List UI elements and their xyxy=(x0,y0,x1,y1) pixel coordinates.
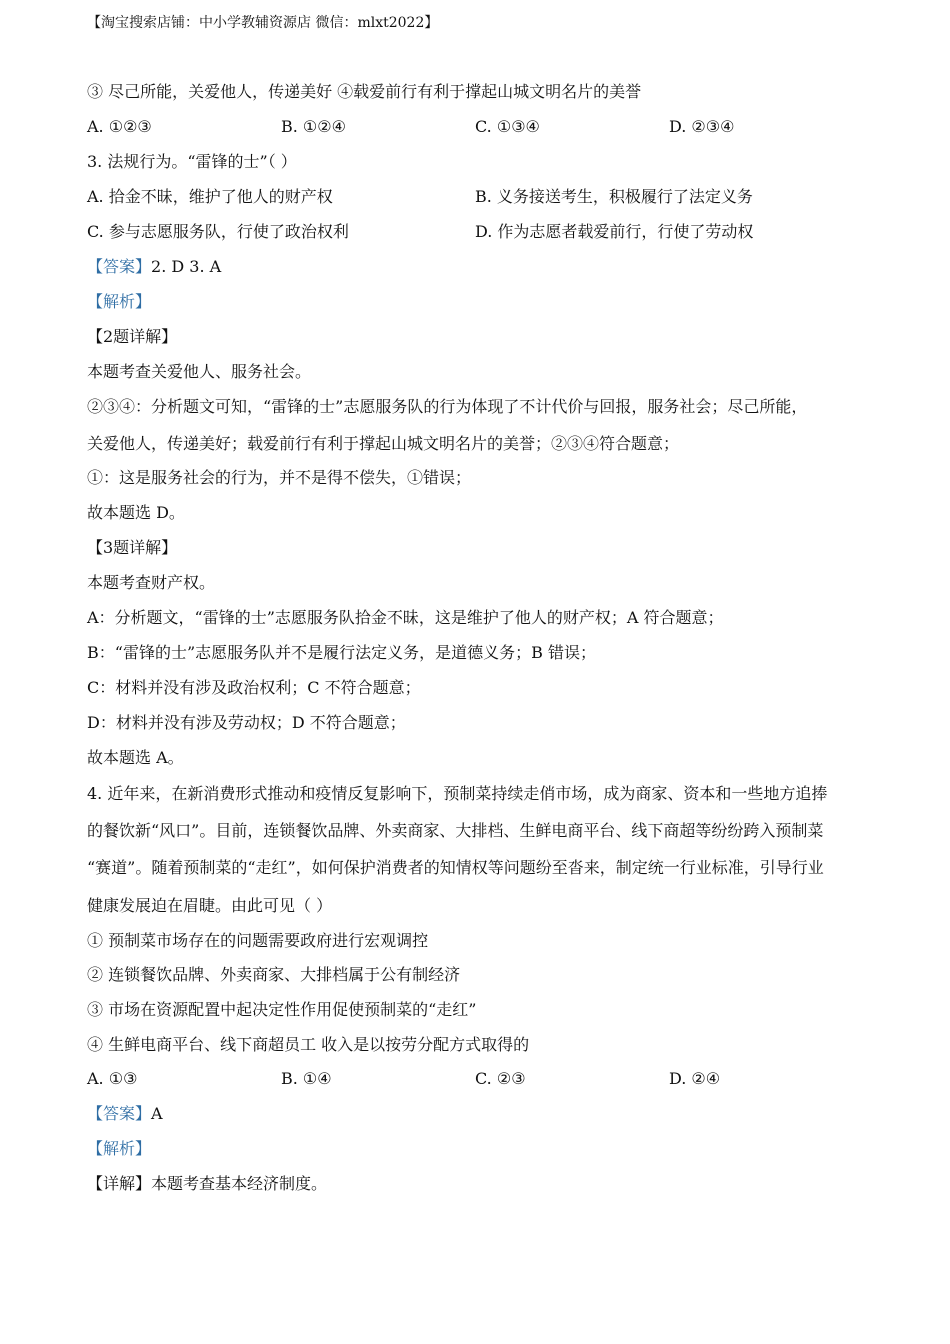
q4-stem-line: 健康发展迫在眉睫。由此可见（ ） xyxy=(87,896,333,915)
q2-option-c: C. ①③④ xyxy=(475,117,540,136)
q4-item-3: ③ 市场在资源配置中起决定性作用促使预制菜的“走红” xyxy=(87,1000,477,1019)
detail-3-line: B：“雷锋的士”志愿服务队并不是履行法定义务，是道德义务；B 错误； xyxy=(87,643,596,662)
q2-option-a: A. ①②③ xyxy=(87,117,152,136)
q4-item-2: ② 连锁餐饮品牌、外卖商家、大排档属于公有制经济 xyxy=(87,965,461,984)
q2-option-d: D. ②③④ xyxy=(669,117,735,136)
detail-tag: 【详解】 xyxy=(87,1174,152,1193)
q4-item-4: ④ 生鲜电商平台、线下商超员工 收入是以按劳分配方式取得的 xyxy=(87,1035,530,1054)
q3-stem: 3. 法规行为。“雷锋的士”（ ） xyxy=(87,152,297,171)
detail-3-title: 【3题详解】 xyxy=(87,538,178,557)
q4-option-b: B. ①④ xyxy=(281,1069,332,1088)
analysis-tag-1: 【解析】 xyxy=(87,292,152,311)
q4-option-d: D. ②④ xyxy=(669,1069,721,1088)
detail-3-line: D：材料并没有涉及劳动权；D 不符合题意； xyxy=(87,713,406,732)
q2-option-b: B. ①②④ xyxy=(281,117,346,136)
answer-line-1 xyxy=(87,257,221,277)
detail-2-line: ②③④：分析题文可知，“雷锋的士”志愿服务队的行为体现了不计代价与回报，服务社会；尽己所能， xyxy=(87,397,808,416)
q4-option-c: C. ②③ xyxy=(475,1069,526,1088)
q4-stem-line: 4. 近年来，在新消费形式推动和疫情反复影响下，预制菜持续走俏市场，成为商家、资本和一些地方追捧 xyxy=(87,784,828,803)
detail-3-line: A：分析题文，“雷锋的士”志愿服务队拾金不昧，这是维护了他人的财产权；A 符合题意； xyxy=(87,608,724,627)
q3-option-c: C. 参与志愿服务队，行使了政治权利 xyxy=(87,222,349,241)
answer-text: 2. D 3. A xyxy=(151,257,222,276)
detail-2-line: ①：这是服务社会的行为，并不是得不偿失，①错误； xyxy=(87,468,472,487)
q3-option-d: D. 作为志愿者载爱前行，行使了劳动权 xyxy=(475,222,754,241)
detail-2-line: 关爱他人，传递美好；载爱前行有利于撑起山城文明名片的美誉；②③④符合题意； xyxy=(87,434,680,453)
q4-option-a: A. ①③ xyxy=(87,1069,138,1088)
q3-option-a: A. 拾金不昧，维护了他人的财产权 xyxy=(87,187,333,206)
detail-2-title: 【2题详解】 xyxy=(87,327,178,346)
answer-text: A xyxy=(151,1104,163,1123)
answer-tag: 【答案】 xyxy=(87,257,152,276)
detail-3-line: 本题考查财产权。 xyxy=(87,573,216,592)
detail-4-line xyxy=(87,1174,327,1194)
detail-2-line: 故本题选 D。 xyxy=(87,503,185,522)
detail-2-line: 本题考查关爱他人、服务社会。 xyxy=(87,362,312,381)
page-header-banner: 【淘宝搜索店铺：中小学教辅资源店 微信：mlxt2022】 xyxy=(87,15,439,31)
q2-items-line: ③ 尽己所能，关爱他人，传递美好 ④载爱前行有利于撑起山城文明名片的美誉 xyxy=(87,82,642,101)
q3-option-b: B. 义务接送考生，积极履行了法定义务 xyxy=(475,187,753,206)
answer-tag: 【答案】 xyxy=(87,1104,152,1123)
q4-stem-line: “赛道”。随着预制菜的“走红”，如何保护消费者的知情权等问题纷至沓来，制定统一行业标准，引导行业 xyxy=(87,858,824,877)
q4-item-1: ① 预制菜市场存在的问题需要政府进行宏观调控 xyxy=(87,931,429,950)
detail-3-line: 故本题选 A。 xyxy=(87,748,184,767)
q4-stem-line: 的餐饮新“风口”。目前，连锁餐饮品牌、外卖商家、大排档、生鲜电商平台、线下商超等纷纷跨入预制菜 xyxy=(87,821,824,840)
answer-line-2 xyxy=(87,1104,163,1124)
analysis-tag-2: 【解析】 xyxy=(87,1139,152,1158)
detail-3-line: C：材料并没有涉及政治权利；C 不符合题意； xyxy=(87,678,421,697)
detail-text: 本题考查基本经济制度。 xyxy=(151,1174,328,1193)
